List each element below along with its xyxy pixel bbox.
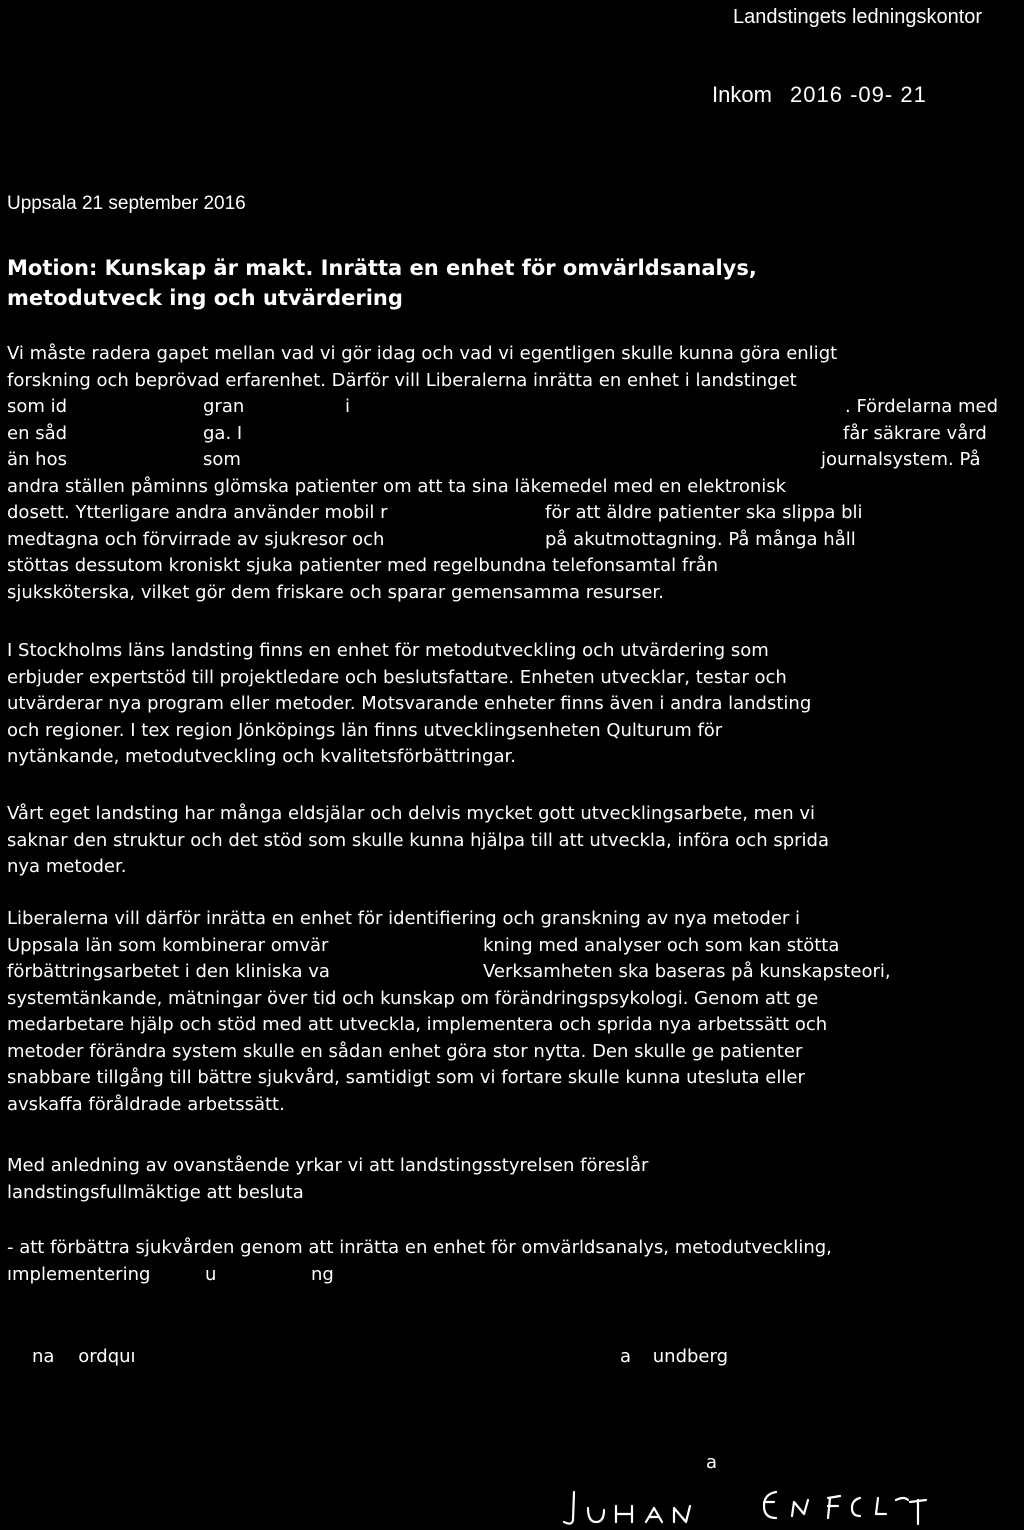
office-name: Landstingets ledningskontor <box>733 6 983 28</box>
signature-lower: a <box>706 1452 718 1473</box>
signature-fragment: na <box>32 1346 55 1367</box>
paragraph-1 <box>7 341 1024 606</box>
received-date: 2016 -09- 21 <box>790 82 927 107</box>
text-line: I Stockholms läns landsting finns en enhet för metodutveckling och utvärdering som <box>7 640 769 661</box>
text-fragment: för att äldre patienter ska slippa bli <box>545 502 863 523</box>
text-line: utvärderar nya program eller metoder. Motsvarande enheter finns även i andra landsting <box>7 693 812 714</box>
text-fragment: . Fördelarna med <box>845 396 999 417</box>
signature-fragment: undberg <box>652 1346 729 1367</box>
text-line <box>7 421 1024 448</box>
text-line: Med anledning av ovanstående yrkar vi att landstingsstyrelsen föreslår <box>7 1155 649 1176</box>
text-line: nytänkande, metodutveckling och kvalitetsförbättringar. <box>7 746 516 767</box>
proposal <box>7 1235 1024 1288</box>
text-fragment: Uppsala län som kombinerar omvär <box>7 934 329 956</box>
paragraph-3 <box>7 801 1024 881</box>
text-fragment: ımplementering <box>7 1263 151 1285</box>
received-label: Inkom <box>712 82 772 107</box>
text-fragment: på akutmottagning. På många håll <box>545 528 856 550</box>
received-stamp <box>712 82 927 108</box>
text-line <box>7 527 1024 554</box>
text-line: stöttas dessutom kroniskt sjuka patienter med regelbundna telefonsamtal från <box>7 555 719 576</box>
text-line: saknar den struktur och det stöd som skulle kunna hjälpa till att utveckla, införa och sprida <box>7 829 830 851</box>
text-line <box>7 394 1024 421</box>
text-line: medarbetare hjälp och stöd med att utveckla, implementera och sprida nya arbetssätt och <box>7 1014 828 1035</box>
text-fragment: får säkrare vård <box>843 422 987 444</box>
text-line: andra ställen påminns glömska patienter om att ta sina läkemedel med en elektronisk <box>7 475 787 497</box>
text-fragment: kning med analyser och som kan stötta <box>483 934 840 956</box>
signature-fragment: a <box>620 1346 632 1367</box>
text-fragment: som id <box>7 396 68 417</box>
text-line <box>7 1262 1024 1289</box>
text-line: erbjuder expertstöd till projektledare och beslutsfattare. Enheten utvecklar, testar och <box>7 666 787 688</box>
text-fragment: dosett. Ytterligare andra använder mobil r <box>7 502 388 523</box>
text-line: nya metoder. <box>7 856 127 877</box>
text-line: och regioner. I tex region Jönköpings län finns utvecklingsenheten Qulturum för <box>7 719 723 741</box>
text-fragment: som <box>203 449 241 470</box>
text-fragment: en såd <box>7 422 68 444</box>
paragraph-4 <box>7 906 1024 1118</box>
text-line: Liberalerna vill därför inrätta en enhet för identifiering och granskning av nya metoder i <box>7 908 801 929</box>
text-line <box>7 500 1024 527</box>
text-fragment: u <box>205 1263 217 1285</box>
signature-left <box>32 1346 136 1367</box>
text-line: systemtänkande, mätningar över tid och kunskap om förändringspsykologi. Genom att ge <box>7 987 819 1009</box>
text-line: Vi måste radera gapet mellan vad vi gör idag och vad vi egentligen skulle kunna göra enligt <box>7 343 838 364</box>
text-fragment: i <box>345 396 351 417</box>
text-fragment: förbättringsarbetet i den kliniska va <box>7 961 330 982</box>
text-line: sjuksköterska, vilket gör dem friskare och sparar gemensamma resurser. <box>7 581 664 603</box>
text-line: - att förbättra sjukvården genom att inrätta en enhet för omvärldsanalys, metodutveckling, <box>7 1237 832 1258</box>
text-line: Vårt eget landsting har många eldsjälar och delvis mycket gott utvecklingsarbete, men vi <box>7 803 816 824</box>
text-line <box>7 933 1024 960</box>
text-fragment: journalsystem. På <box>821 449 981 470</box>
text-line: snabbare tillgång till bättre sjukvård, samtidigt som vi fortare skulle kunna utesluta eller <box>7 1067 805 1088</box>
signature-fragment: ordquı <box>78 1346 136 1367</box>
motion-title-line-1: Motion: Kunskap är makt. Inrätta en enhet för omvärldsanalys, <box>7 256 757 280</box>
text-line: forskning och beprövad erfarenhet. Därför vill Liberalerna inrätta en enhet i landstinget <box>7 369 797 391</box>
text-fragment: än hos <box>7 449 67 470</box>
signature-right <box>620 1346 728 1367</box>
text-fragment: medtagna och förvirrade av sjukresor och <box>7 528 385 550</box>
place-date: Uppsala 21 september 2016 <box>7 193 246 214</box>
text-fragment: ga. I <box>203 422 243 444</box>
handwritten-signature <box>560 1484 1000 1528</box>
paragraph-2 <box>7 638 1024 771</box>
motion-title-line-2: metodutveck ing och utvärdering <box>7 286 403 310</box>
text-line <box>7 447 1024 474</box>
text-line: avskaffa föråldrade arbetssätt. <box>7 1093 285 1115</box>
text-fragment: ng <box>311 1263 334 1285</box>
text-line <box>7 959 1024 986</box>
text-line: metoder förändra system skulle en sådan enhet göra stor nytta. Den skulle ge patienter <box>7 1040 803 1062</box>
paragraph-5 <box>7 1153 1024 1206</box>
text-line: landstingsfullmäktige att besluta <box>7 1181 304 1203</box>
text-fragment: gran <box>203 396 245 417</box>
text-fragment: Verksamheten ska baseras på kunskapsteori, <box>483 961 891 982</box>
